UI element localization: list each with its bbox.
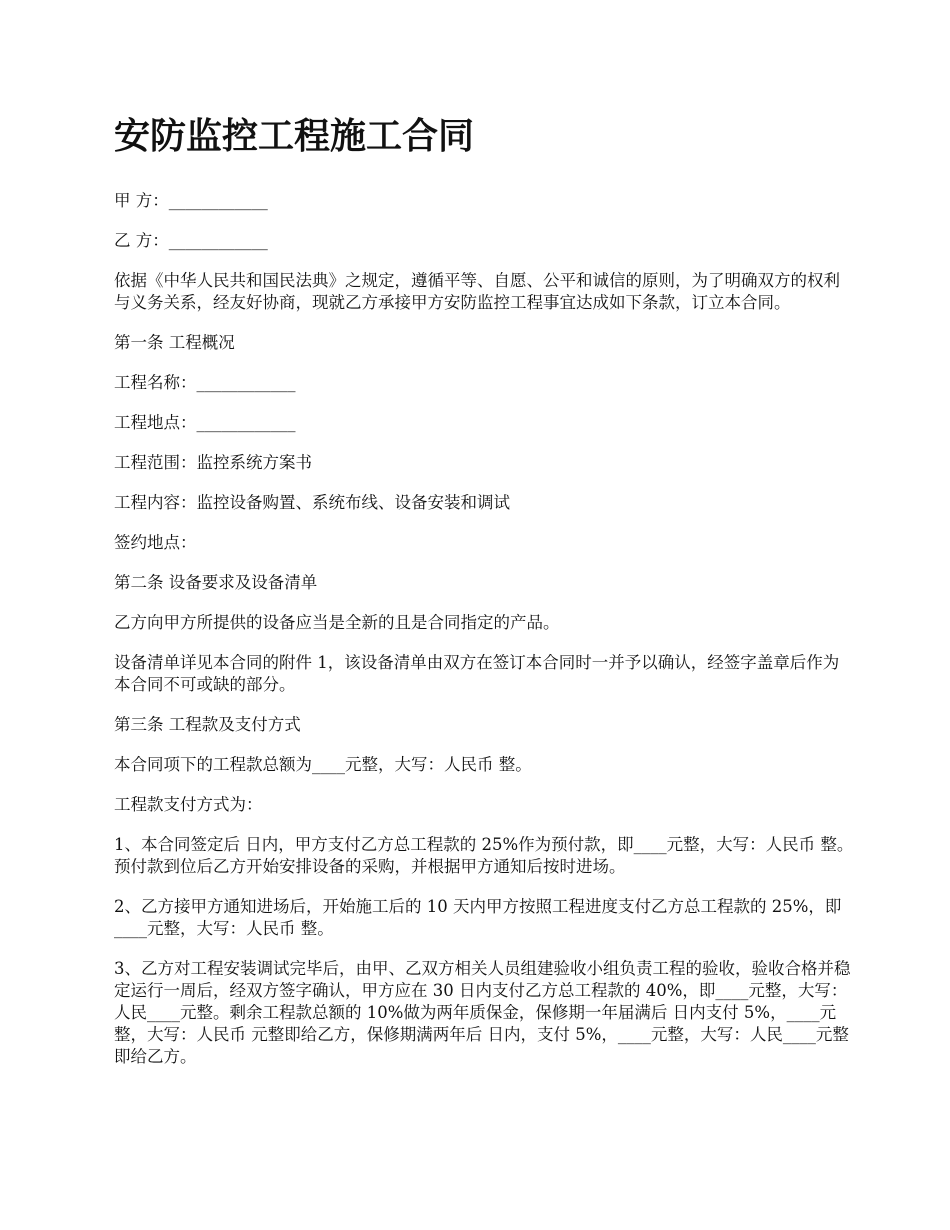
equipment-list-paragraph: 设备清单详见本合同的附件 1，该设备清单由双方在签订本合同时一并予以确认，经签字盖章后作为本合同不可或缺的部分。 — [114, 653, 840, 694]
signing-place-line: 签约地点： — [114, 533, 197, 552]
party-a-line: 甲 方：____________ — [114, 191, 268, 210]
project-scope-line: 工程范围：监控系统方案书 — [114, 453, 312, 472]
project-name-line: 工程名称：____________ — [114, 373, 296, 392]
article-1-heading: 第一条 工程概况 — [114, 333, 235, 352]
document-page — [114, 112, 854, 1086]
project-location-line: 工程地点：____________ — [114, 413, 296, 432]
preamble-paragraph: 依据《中华人民共和国民法典》之规定，遵循平等、自愿、公平和诚信的原则，为了明确双方的权利与义务关系，经友好协商，现就乙方承接甲方安防监控工程事宜达成如下条款，订立本合同。 — [114, 271, 840, 312]
equipment-requirement-paragraph: 乙方向甲方所提供的设备应当是全新的且是合同指定的产品。 — [114, 613, 560, 632]
total-amount-paragraph: 本合同项下的工程款总额为____元整，大写：人民币 整。 — [114, 755, 532, 774]
payment-method-heading: 工程款支付方式为： — [114, 795, 263, 814]
article-2-heading: 第二条 设备要求及设备清单 — [114, 573, 318, 592]
article-3-heading: 第三条 工程款及支付方式 — [114, 715, 301, 734]
payment-clause-3: 3、乙方对工程安装调试完毕后，由甲、乙双方相关人员组建验收小组负责工程的验收，验收合格并稳定运行一周后，经双方签字确认，甲方应在 30 日内支付乙方总工程款的 40%，即____元整，大写：人民____元整。剩余工程款总额的 10%做为两年质保金，保修期一年届满后 日内支付 5%，____元整，大写：人民币 元整即给乙方，保修期满两年后 日内，支付 5%，____元整，大写：人民____元整即给乙方。 — [114, 959, 851, 1066]
payment-clause-1: 1、本合同签定后 日内，甲方支付乙方总工程款的 25%作为预付款，即____元整，大写：人民币 整。预付款到位后乙方开始安排设备的采购，并根据甲方通知后按时进场。 — [114, 835, 854, 876]
project-content-line: 工程内容：监控设备购置、系统布线、设备安装和调试 — [114, 493, 510, 512]
payment-clause-2: 2、乙方接甲方通知进场后，开始施工后的 10 天内甲方按照工程进度支付乙方总工程款的 25%，即____元整，大写：人民币 整。 — [114, 897, 842, 938]
party-b-line: 乙 方：____________ — [114, 231, 268, 250]
document-title: 安防监控工程施工合同 — [114, 115, 475, 157]
